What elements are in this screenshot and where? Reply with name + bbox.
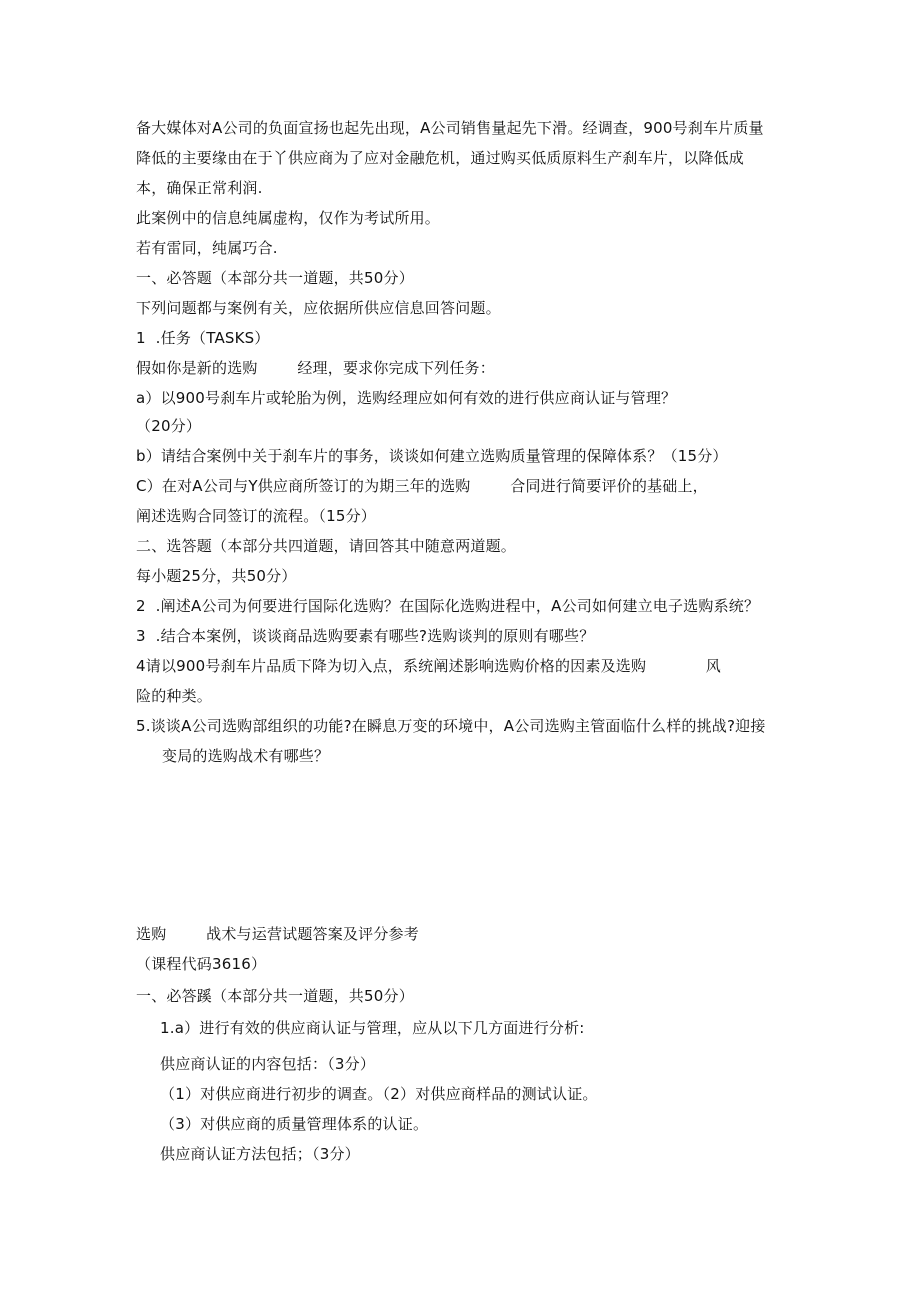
- question-line: 变局的选购战术有哪些？: [162, 747, 330, 765]
- paragraph-line: 本，确保正常利润.: [136, 179, 263, 197]
- answer-line: 供应商认证的内容包括：（3分）: [160, 1055, 376, 1073]
- paragraph-line: 每小题25分，共50分）: [136, 567, 297, 585]
- section-heading: 二、选答题（本部分共四道题，请回答其中随意两道题。: [136, 537, 517, 555]
- score-line: （20分）: [136, 417, 202, 435]
- question-line: b）请结合案例中关于刹车片的事务，谈谈如何建立选购质量管理的保障体系？（15分）: [136, 447, 728, 465]
- question-line: 2 .阐述A公司为何要进行国际化选购？在国际化选购进程中，A公司如何建立电子选购系统？: [136, 597, 760, 615]
- answer-line: 供应商认证方法包括；（3分）: [160, 1145, 360, 1163]
- question-line: 阐述选购合同签订的流程。（15分）: [136, 507, 376, 525]
- answer-title: 选购 战术与运营试题答案及评分参考: [136, 925, 419, 943]
- question-line: 4请以900号刹车片品质下降为切入点，系统阐述影响选购价格的因素及选购 风: [136, 657, 721, 675]
- question-line: C）在对A公司与Y供应商所签订的为期三年的选购 合同进行简要评价的基础上，: [136, 477, 708, 495]
- paragraph-line: 假如你是新的选购 经理，要求你完成下列任务：: [136, 359, 495, 377]
- course-code: （课程代码3616）: [136, 955, 267, 973]
- paragraph-line: 降低的主要缘由在于丫供应商为了应对金融危机，通过购买低质原料生产刹车片，以降低成: [136, 149, 745, 167]
- answer-line: 1.a）进行有效的供应商认证与管理，应从以下几方面进行分析:: [160, 1019, 585, 1037]
- paragraph-line: 备大媒体对A公司的负面宣扬也起先出现，A公司销售量起先下滑。经调查，900号刹车片质量: [136, 119, 764, 137]
- question-line: 3 .结合本案例，谈谈商品选购要素有哪些?选购谈判的原则有哪些？: [136, 627, 595, 645]
- task-heading: 1 .任务（TASKS）: [136, 329, 270, 347]
- section-heading: 一、必答题（本部分共一道题，共50分）: [136, 269, 414, 287]
- section-heading: 一、必答蹊（本部分共一道题，共50分）: [136, 987, 414, 1005]
- paragraph-line: 下列问题都与案例有关，应依据所供应信息回答问题。: [136, 299, 501, 317]
- answer-line: （1）对供应商进行初步的调查。（2）对供应商样品的测试认证。: [160, 1085, 598, 1103]
- paragraph-line: 此案例中的信息纯属虚构，仅作为考试所用。: [136, 209, 441, 227]
- question-line: 险的种类。: [136, 687, 213, 705]
- answer-line: （3）对供应商的质量管理体系的认证。: [160, 1115, 429, 1133]
- paragraph-line: 若有雷同，纯属巧合.: [136, 239, 278, 257]
- question-line: a）以900号刹车片或轮胎为例，选购经理应如何有效的进行供应商认证与管理？: [136, 389, 677, 407]
- question-line: 5.谈谈A公司选购部组织的功能?在瞬息万变的环境中，A公司选购主管面临什么样的挑战?迎接: [136, 717, 766, 735]
